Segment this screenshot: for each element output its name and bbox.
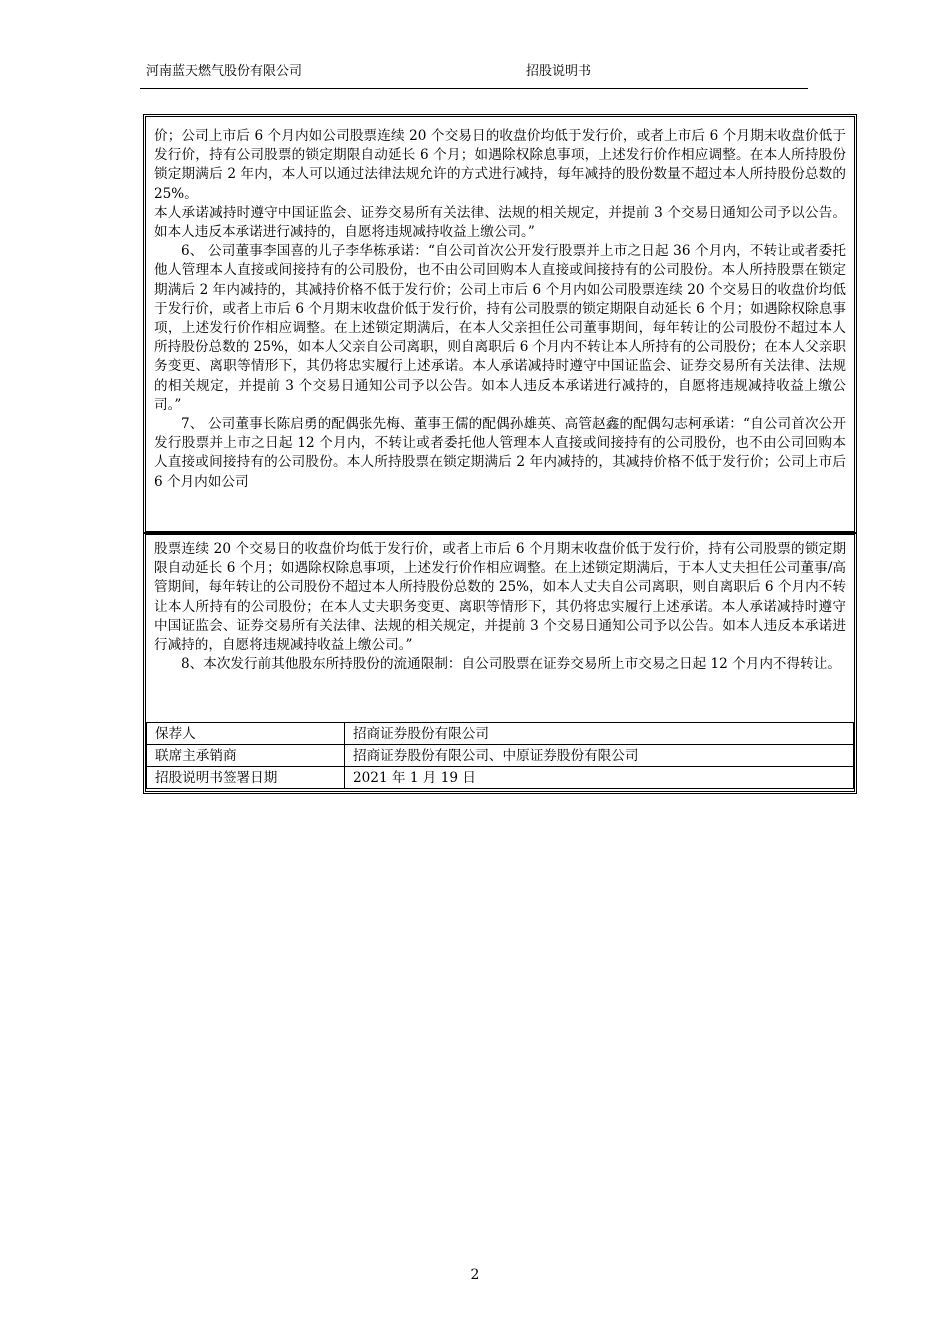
company-name: 河南蓝天燃气股份有限公司	[146, 64, 303, 79]
table-row	[147, 745, 854, 767]
content-box-lower	[143, 532, 857, 794]
paragraph-reduction-commitment: 本人承诺减持时遵守中国证监会、证券交易所有关法律、法规的相关规定，并提前 3 个交易日通知公司予以公告。如本人违反本承诺进行减持的，自愿将违规减持收益上缴公司。”	[154, 204, 846, 241]
row-value-sponsor: 招商证券股份有限公司	[345, 723, 854, 745]
paragraph-item-7-continued: 股票连续 20 个交易日的收盘价均低于发行价，或者上市后 6 个月期末收盘价低于发行价，持有公司股票的锁定期限自动延长 6 个月；如遇除权除息事项，上述发行价作相应调整。在上述锁定期满后，于本人丈夫担任公司董事/高管期间，每年转让的公司股份不超过本人所持股份总数的 25%，如本人丈夫自公司离职，则自离职后 6 个月内不转让本人所持有的公司股份；在本人丈夫职务变更、离职等情形下，其仍将忠实履行上述承诺。本人承诺减持时遵守中国证监会、证券交易所有关法律、法规的相关规定，并提前 3 个交易日通知公司予以公告。如本人违反本承诺进行减持的，自愿将违规减持收益上缴公司。”	[154, 541, 846, 654]
row-value-underwriter: 招商证券股份有限公司、中原证券股份有限公司	[345, 745, 854, 767]
paragraph-item-6: 6、 公司董事李国喜的儿子李华栋承诺：“自公司首次公开发行股票并上市之日起 36 个月内，不转让或者委托他人管理本人直接或间接持有的公司股份，也不由公司回购本人直接或间接持有的公司股份。本人所持股票在锁定期满后 2 年内减持的，其减持价格不低于发行价；公司上市后 6 个月内如公司股票连续 20 个交易日的收盘价均低于发行价，或者上市后 6 个月期末收盘价低于发行价，持有公司股票的锁定期限自动延长 6 个月；如遇除权除息事项，上述发行价作相应调整。在上述锁定期满后，在本人父亲担任公司董事期间，每年转让的公司股份不超过本人所持股份总数的 25%，如本人父亲自公司离职，则自离职后 6 个月内不转让本人所持有的公司股份；在本人父亲职务变更、离职等情形下，其仍将忠实履行上述承诺。本人承诺减持时遵守中国证监会、证券交易所有关法律、法规的相关规定，并提前 3 个交易日通知公司予以公告。如本人违反本承诺进行减持的，自愿将违规减持收益上缴公司。”	[154, 243, 846, 413]
paragraph-item-7: 7、 公司董事长陈启勇的配偶张先梅、董事王儒的配偶孙雄英、高管赵鑫的配偶勾志柯承诺：“自公司首次公开发行股票并上市之日起 12 个月内，不转让或者委托他人管理本人直接或间接持有的公司股份，也不由公司回购本人直接或间接持有的公司股份。本人所持股票在锁定期满后 2 年内减持的，其减持价格不低于发行价；公司上市后 6 个月内如公司	[154, 416, 846, 490]
paragraph-item-8: 8、本次发行前其他股东所持股份的流通限制：自公司股票在证券交易所上市交易之日起 12 个月内不得转让。	[181, 656, 841, 673]
page-number: 2	[470, 1267, 480, 1283]
row-value-sign-date: 2021 年 1 月 19 日	[345, 767, 854, 789]
row-label-sponsor: 保荐人	[147, 723, 345, 745]
row-label-sign-date: 招股说明书签署日期	[147, 767, 345, 789]
content-box-upper	[143, 114, 857, 534]
table-row	[147, 723, 854, 745]
paragraph-continued: 价；公司上市后 6 个月内如公司股票连续 20 个交易日的收盘价均低于发行价，或者上市后 6 个月期末收盘价低于发行价，持有公司股票的锁定期限自动延长 6 个月；如遇除权除息事项，上述发行价作相应调整。在本人所持股份锁定期满后 2 年内，本人可以通过法律法规允许的方式进行减持，每年减持的股份数量不超过本人所持股份总数的 25%。	[154, 128, 846, 202]
row-label-underwriter: 联席主承销商	[147, 745, 345, 767]
document-title: 招股说明书	[526, 64, 592, 79]
table-row	[147, 767, 854, 789]
issuer-info-table	[146, 722, 854, 789]
page-header	[140, 60, 808, 89]
